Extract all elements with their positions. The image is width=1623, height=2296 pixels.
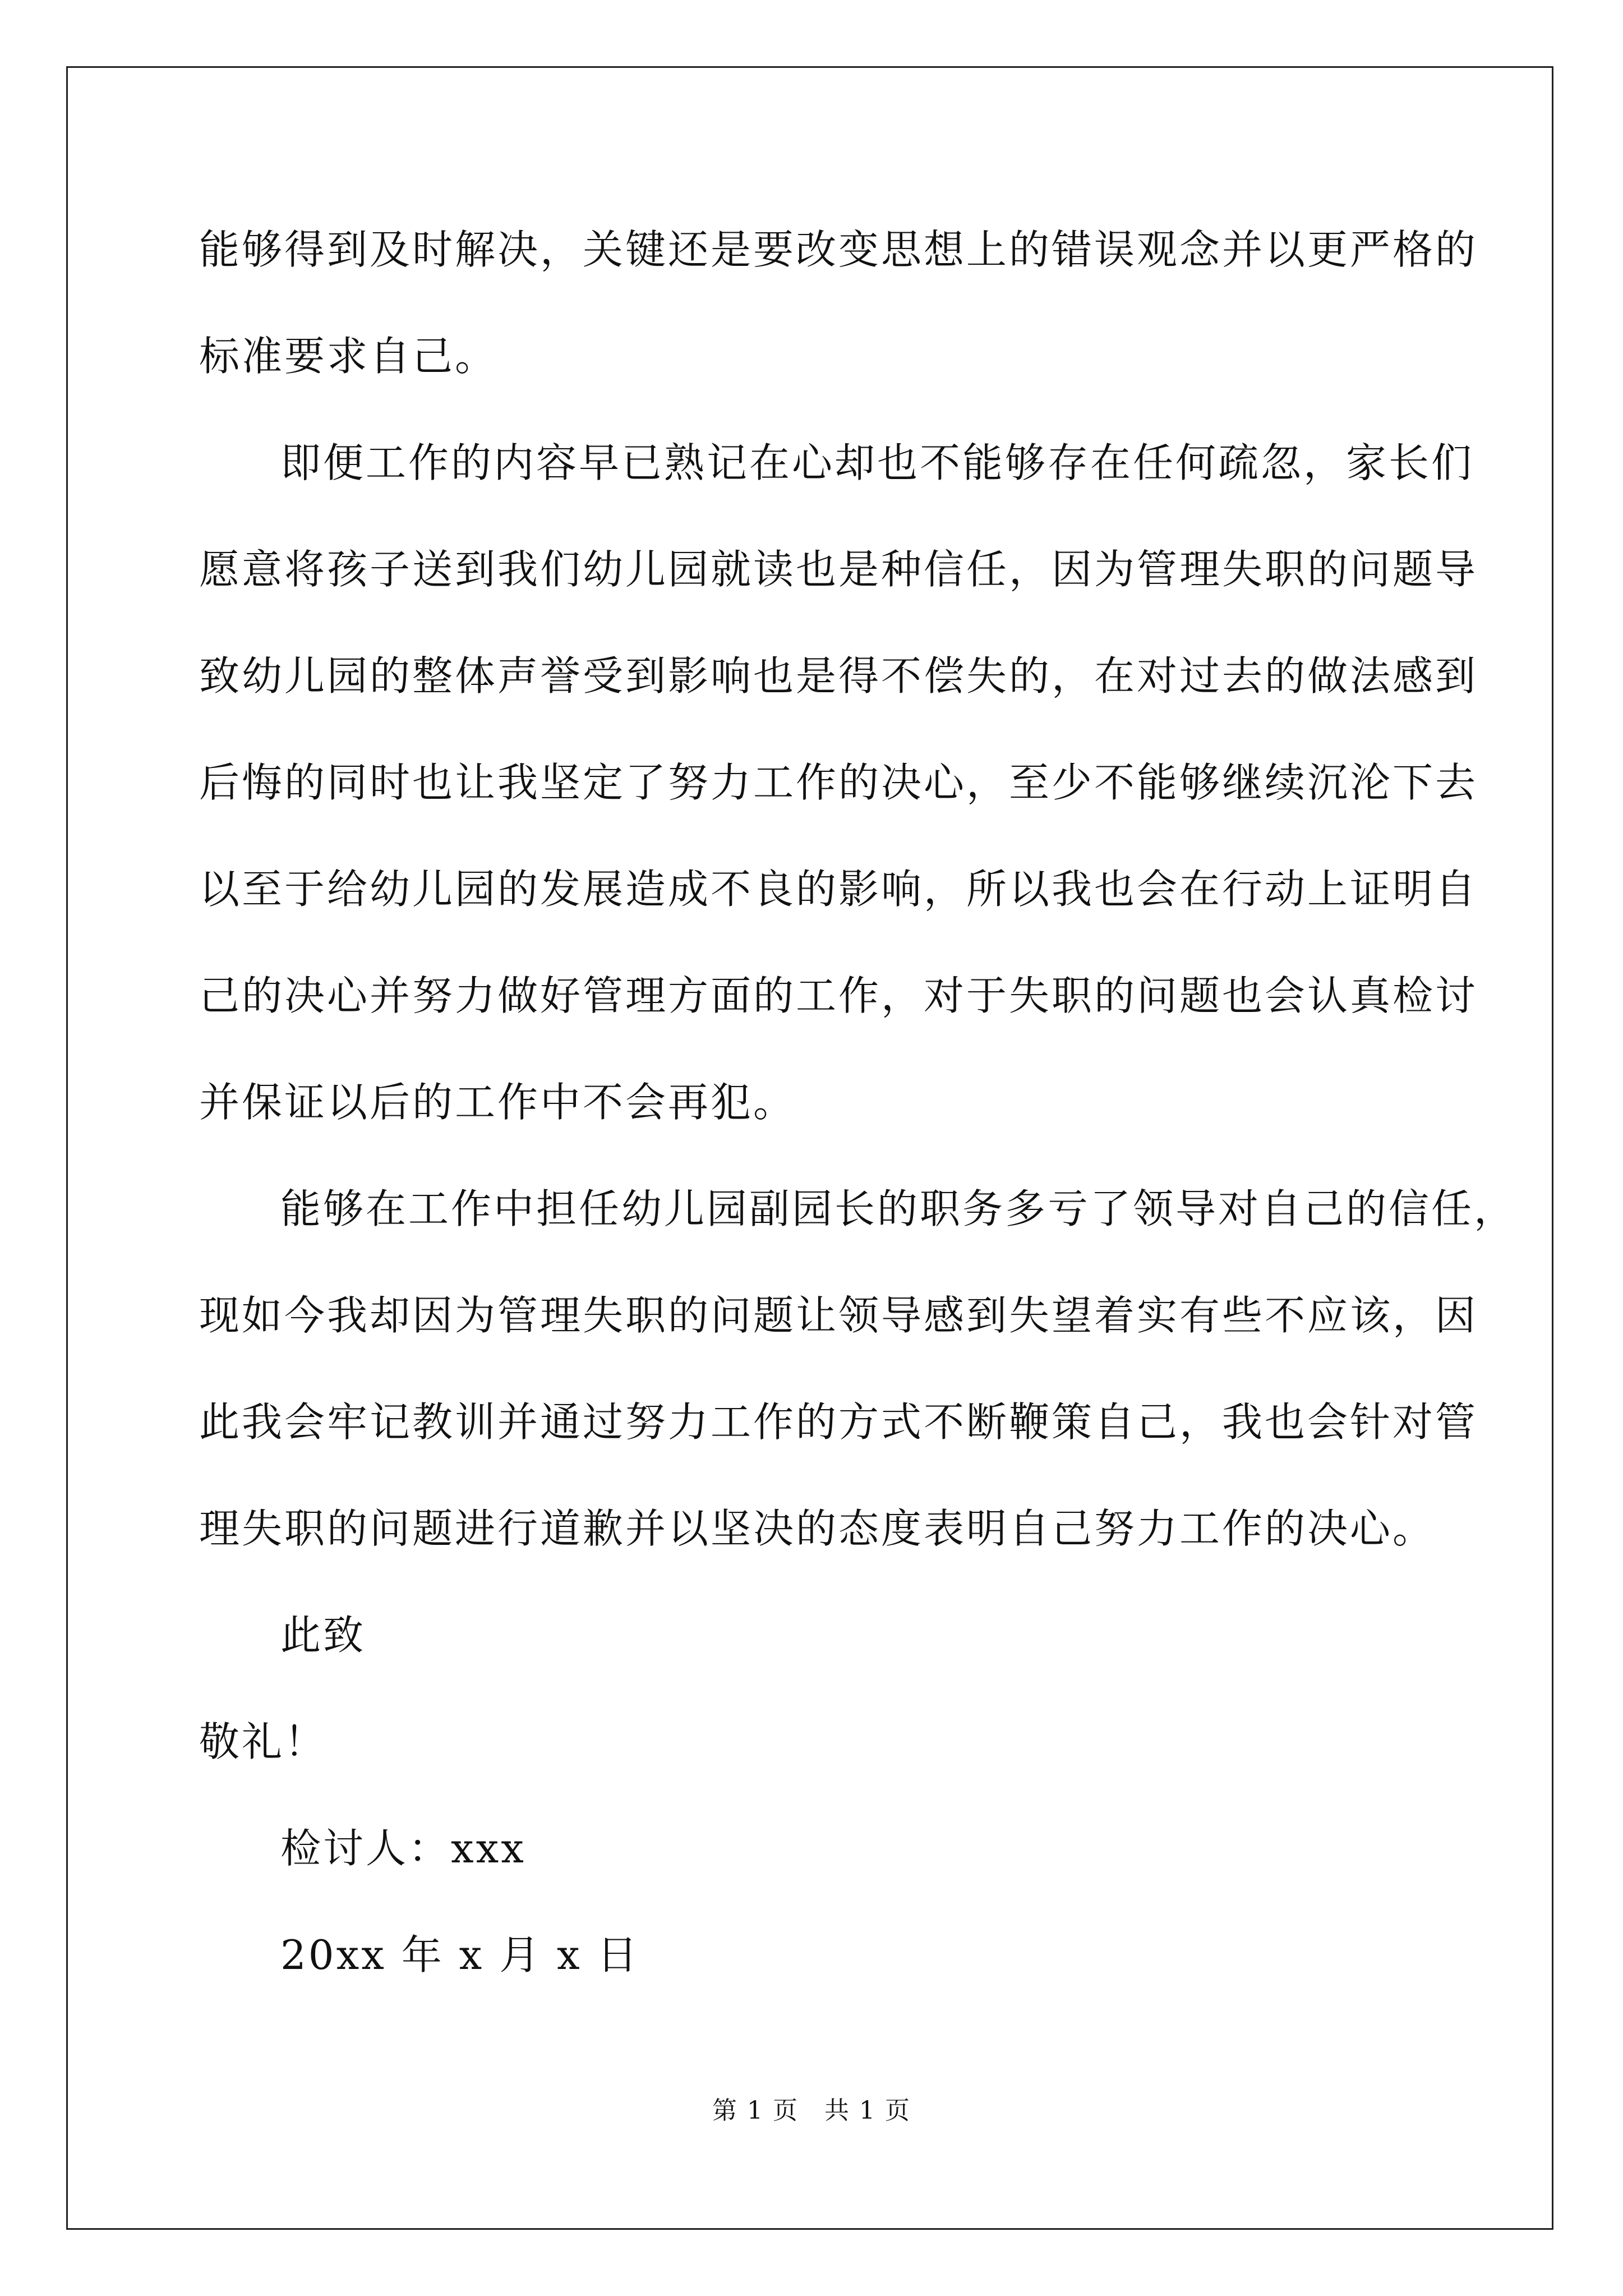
body-text-line: 此我会牢记教训并通过努力工作的方式不断鞭策自己，我也会针对管 — [199, 1398, 1478, 1446]
page-border — [66, 66, 1553, 2230]
salutation: 敬礼！ — [199, 1718, 328, 1765]
body-text-line: 并保证以后的工作中不会再犯。 — [199, 1079, 796, 1126]
body-text-line: 己的决心并努力做好管理方面的工作，对于失职的问题也会认真检讨 — [199, 972, 1478, 1019]
body-text-line: 致幼儿园的整体声誉受到影响也是得不偿失的，在对过去的做法感到 — [199, 652, 1478, 700]
closing-phrase: 此致 — [280, 1612, 366, 1659]
signature-line: 检讨人：xxx — [280, 1825, 526, 1872]
body-text-line: 现如今我却因为管理失职的问题让领导感到失望着实有些不应该，因 — [199, 1292, 1478, 1339]
page-footer: 第 1 页 共 1 页 — [712, 2096, 911, 2125]
paragraph-start-line: 能够在工作中担任幼儿园副园长的职务多亏了领导对自己的信任， — [280, 1185, 1517, 1232]
body-text-line: 以至于给幼儿园的发展造成不良的影响，所以我也会在行动上证明自 — [199, 866, 1478, 913]
date-line: 20xx 年 x 月 x 日 — [280, 1931, 640, 1978]
body-text-line: 愿意将孩子送到我们幼儿园就读也是种信任，因为管理失职的问题导 — [199, 546, 1478, 593]
body-text-line: 理失职的问题进行道歉并以坚决的态度表明自己努力工作的决心。 — [199, 1505, 1436, 1552]
body-text-line: 能够得到及时解决，关键还是要改变思想上的错误观念并以更严格的 — [199, 226, 1478, 273]
body-text-line: 后悔的同时也让我坚定了努力工作的决心，至少不能够继续沉沦下去 — [199, 759, 1478, 806]
paragraph-start-line: 即便工作的内容早已熟记在心却也不能够存在任何疏忽，家长们 — [280, 439, 1474, 486]
body-text-line: 标准要求自己。 — [199, 333, 498, 380]
